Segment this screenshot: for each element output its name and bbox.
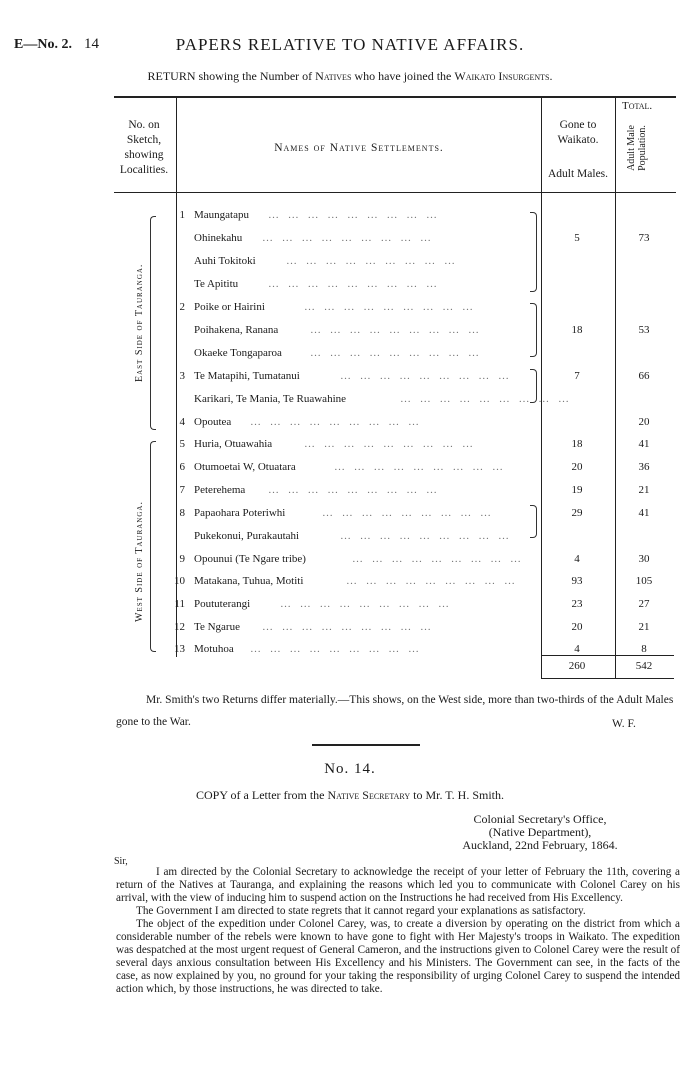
return-title-natives: Natives: [315, 69, 352, 83]
letter-title-suffix: to Mr. T. H. Smith.: [410, 788, 505, 802]
adult-males-cell: 4: [574, 643, 580, 655]
col-header-adult-males: Adult Males.: [547, 168, 609, 180]
adult-males-cell: 19: [571, 484, 583, 496]
table-row: [0, 416, 700, 438]
total-population-cell: 21: [638, 621, 650, 633]
return-title-insurgents: Waikato Insurgents.: [454, 69, 553, 83]
total-population-cell: 8: [641, 643, 647, 655]
table-row: [0, 255, 700, 277]
adult-males-cell: 93: [571, 575, 583, 587]
settlement-name-cell: Poike or Hairini: [194, 301, 265, 313]
total-population-cell: 21: [638, 484, 650, 496]
settlement-name-cell: Poututerangi: [194, 598, 251, 610]
office-line: (Native Department),: [488, 825, 592, 839]
adult-males-cell: 7: [574, 370, 580, 382]
table-row: [0, 530, 700, 552]
leader-dots: … … … … … … … … …: [262, 232, 434, 244]
table-row: [0, 301, 700, 323]
sketch-number-cell: 8: [179, 507, 185, 519]
letter-paragraph: The Government I am directed to state regrets that it cannot regard your explanations as satisfactory.: [136, 905, 586, 917]
sketch-number-cell: 1: [179, 209, 185, 221]
settlement-name-cell: Ohinekahu: [194, 232, 243, 244]
table-row: [0, 507, 700, 529]
settlement-name-cell: Opounui (Te Ngare tribe): [194, 553, 306, 565]
settlement-name-cell: Te Ngarue: [194, 621, 240, 633]
return-title: [0, 69, 700, 84]
settlement-name-cell: Opoutea: [194, 416, 232, 428]
leader-dots: … … … … … … … … …: [352, 553, 524, 565]
col-header-total: Total.: [622, 100, 653, 112]
settlement-name-cell: Te Apititu: [194, 278, 239, 290]
sketch-number-cell: 3: [179, 370, 185, 382]
adult-males-cell: 18: [571, 438, 583, 450]
table-row: [0, 370, 700, 392]
leader-dots: … … … … … … … … …: [268, 278, 440, 290]
return-title-middle: who have joined the: [351, 69, 455, 83]
leader-dots: … … … … … … … … …: [250, 643, 422, 655]
table-row: [0, 393, 700, 415]
total-population-cell: 27: [638, 598, 650, 610]
settlement-name-cell: Huria, Otuawahia: [194, 438, 273, 450]
table-row: [0, 621, 700, 643]
col-header-adult-male-population: Adult Male Population.: [626, 125, 648, 171]
total-population-cell: 36: [638, 461, 650, 473]
settlement-name-cell: Otumoetai W, Otuatara: [194, 461, 296, 473]
settlement-name-cell: Karikari, Te Mania, Te Ruawahine: [194, 393, 347, 405]
letter-title-prefix: COPY of a Letter from the: [195, 788, 328, 802]
leader-dots: … … … … … … … … …: [262, 621, 434, 633]
sketch-number-cell: 12: [174, 621, 185, 633]
table-row: [0, 347, 700, 369]
table-row: [0, 484, 700, 506]
adult-males-cell: 4: [574, 553, 580, 565]
settlement-name-cell: Pukekonui, Purakautahi: [194, 530, 300, 542]
table-row: [0, 438, 700, 460]
leader-dots: … … … … … … … … …: [304, 301, 476, 313]
section-code: E—No. 2.: [14, 37, 72, 52]
adult-males-cell: 20: [571, 621, 583, 633]
table-header-rule: [114, 192, 676, 193]
letter-body: [116, 866, 680, 996]
leader-dots: … … … … … … … … …: [268, 209, 440, 221]
table-row: [0, 575, 700, 597]
total-population-cell: 105: [635, 575, 653, 587]
table-row: [0, 278, 700, 300]
office-line: Auckland, 22nd February, 1864.: [462, 838, 618, 852]
leader-dots: … … … … … … … … …: [280, 598, 452, 610]
letter-paragraph: I am directed by the Colonial Secretary to acknowledge the receipt of your letter of February the 11th, covering a return of the Natives at Tauranga, and explaining the reasons which led you to communicate with Colonel Carey on his arrival, with the view of inducing him to suspend action on the Instructions he had received from His Excellency.: [116, 866, 680, 904]
col-header-gone-to: Gone to Waikato.: [557, 119, 599, 146]
table-row: [0, 553, 700, 575]
adult-males-cell: 5: [574, 232, 580, 244]
col-header-settlements: Names of Native Settlements.: [274, 142, 444, 154]
leader-dots: … … … … … … … … …: [268, 484, 440, 496]
section-divider: [312, 744, 420, 746]
settlement-name-cell: Te Matapihi, Tumatanui: [194, 370, 300, 382]
table-row: [0, 209, 700, 231]
office-line: Colonial Secretary's Office,: [473, 812, 607, 826]
settlement-name-cell: Okaeke Tongaparoa: [194, 347, 282, 359]
leader-dots: … … … … … … … … …: [310, 324, 482, 336]
total-adult-males: 260: [568, 660, 586, 672]
table-row: [0, 324, 700, 346]
leader-dots: … … … … … … … … …: [400, 393, 572, 405]
totals-row: [0, 660, 700, 682]
sketch-number-cell: 10: [174, 575, 185, 587]
settlement-name-cell: Maungatapu: [194, 209, 249, 221]
letter-number: No. 14.: [324, 761, 376, 777]
leader-dots: … … … … … … … … …: [310, 347, 482, 359]
leader-dots: … … … … … … … … …: [340, 370, 512, 382]
settlement-name-cell: Peterehema: [194, 484, 246, 496]
table-row: [0, 598, 700, 620]
total-population: 542: [635, 660, 653, 672]
adult-males-cell: 23: [571, 598, 583, 610]
adult-males-cell: 18: [571, 324, 583, 336]
sketch-number-cell: 11: [174, 598, 185, 610]
letter-salutation: Sir,: [114, 856, 128, 867]
total-population-cell: 66: [638, 370, 650, 382]
page-title: PAPERS RELATIVE TO NATIVE AFFAIRS.: [175, 35, 525, 54]
table-row: [0, 232, 700, 254]
sketch-number-cell: 4: [179, 416, 185, 428]
total-population-cell: 53: [638, 324, 650, 336]
return-note: Mr. Smith's two Returns differ materially.—This shows, on the West side, more than two-thirds of the Adult Males gone to the War.: [116, 694, 674, 728]
sketch-number-cell: 6: [179, 461, 185, 473]
total-population-cell: 73: [638, 232, 650, 244]
note-initials: W. F.: [612, 718, 636, 730]
settlement-name-cell: Poihakena, Ranana: [194, 324, 279, 336]
settlement-name-cell: Auhi Tokitoki: [194, 255, 256, 267]
side-label-west: West Side of Tauranga.: [134, 501, 145, 622]
settlement-name-cell: Papaohara Poteriwhi: [194, 507, 286, 519]
leader-dots: … … … … … … … … …: [250, 416, 422, 428]
table-top-rule: [114, 96, 676, 98]
table-row: [0, 461, 700, 483]
leader-dots: … … … … … … … … …: [322, 507, 494, 519]
sketch-number-cell: 9: [179, 553, 185, 565]
total-population-cell: 30: [638, 553, 650, 565]
page-number: 14: [84, 36, 99, 52]
letter-paragraph: The object of the expedition under Colonel Carey, was, to create a diversion by operating on the district from which a considerable number of the rebels were known to have gone to fight with Her Majesty's troops in Waikato. The expedition was despatched at the most urgent request of General Cameron, and the instructions given to Colonel Carey were the result of several days anxious consultation between His Excellency and his Ministers. The Government can see, in the facts of the case, as now explained by you, no ground for your taking the responsibility of urging Colonel Carey to suspend the intended action which, by those instructions, he was directed to take.: [116, 918, 680, 995]
total-population-cell: 41: [638, 507, 650, 519]
return-title-prefix: RETURN showing the Number of: [147, 69, 316, 83]
sketch-number-cell: 5: [179, 438, 185, 450]
leader-dots: … … … … … … … … …: [334, 461, 506, 473]
leader-dots: … … … … … … … … …: [340, 530, 512, 542]
leader-dots: … … … … … … … … …: [346, 575, 518, 587]
settlement-name-cell: Motuhoa: [194, 643, 234, 655]
total-population-cell: 20: [638, 416, 650, 428]
letter-office-block: [450, 813, 630, 852]
leader-dots: … … … … … … … … …: [286, 255, 458, 267]
settlement-name-cell: Matakana, Tuhua, Motiti: [194, 575, 304, 587]
adult-males-cell: 20: [571, 461, 583, 473]
leader-dots: … … … … … … … … …: [304, 438, 476, 450]
adult-males-cell: 29: [571, 507, 583, 519]
letter-title: [0, 788, 700, 803]
total-population-cell: 41: [638, 438, 650, 450]
sketch-number-cell: 13: [174, 643, 185, 655]
side-label-east: East Side of Tauranga.: [134, 263, 145, 382]
letter-title-secretary: Native Secretary: [327, 788, 411, 802]
sketch-number-cell: 7: [179, 484, 185, 496]
col-header-sketch: No. on Sketch, showing Localities.: [119, 119, 169, 176]
sketch-number-cell: 2: [179, 301, 185, 313]
